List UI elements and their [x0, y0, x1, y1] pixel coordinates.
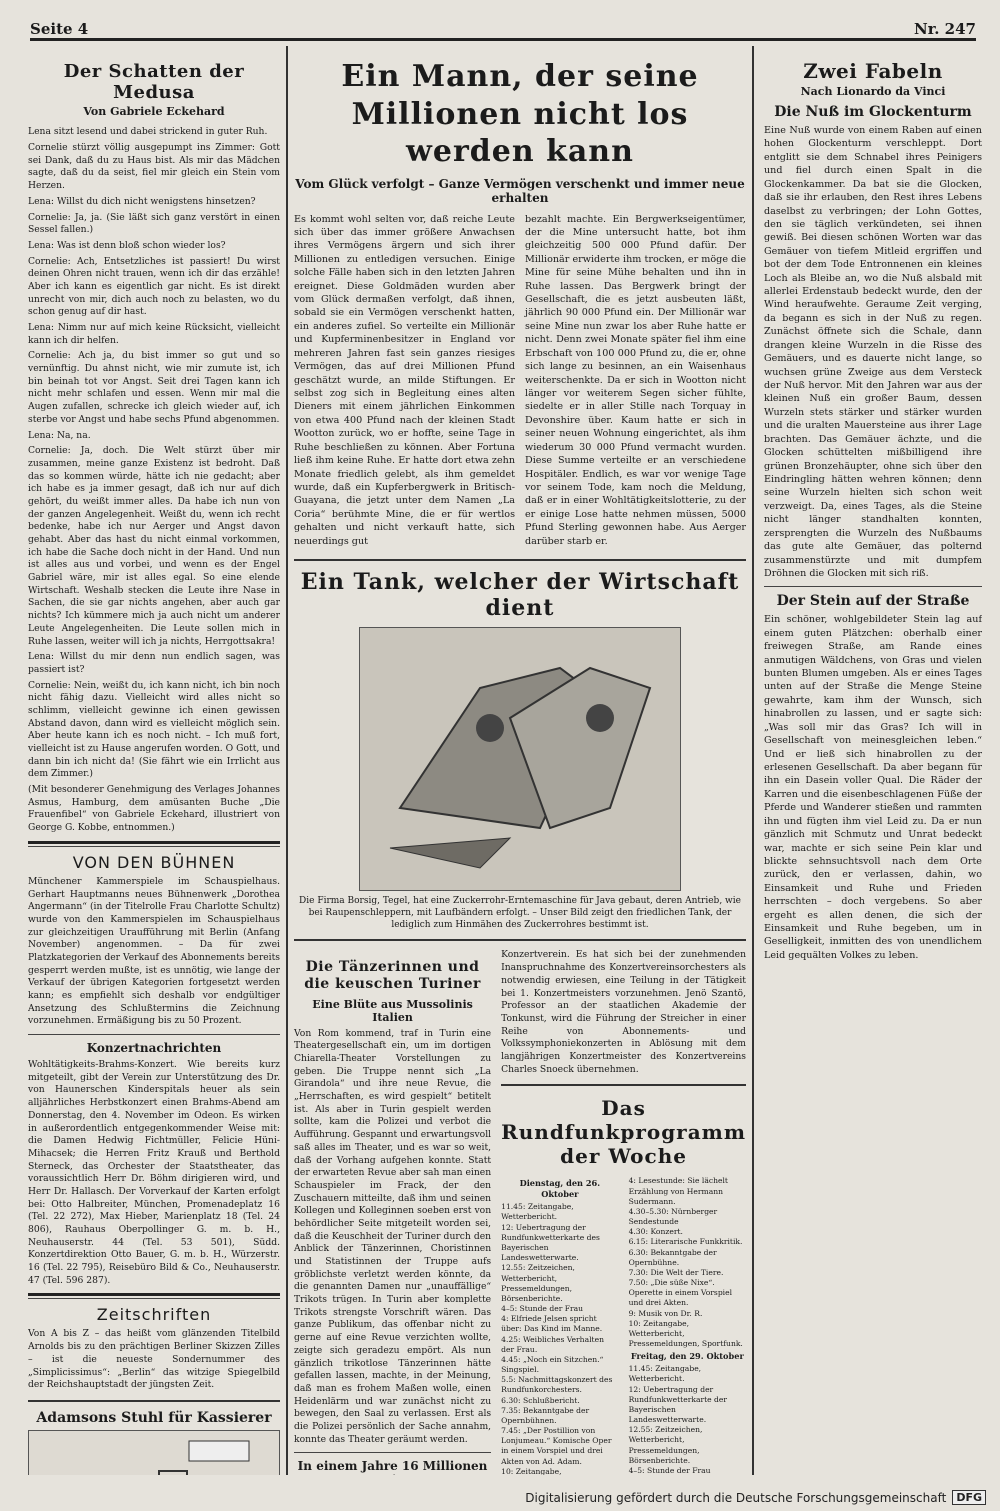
footer-text: Digitalisierung gefördert durch die Deutsche Forschungsgemeinschaft [525, 1490, 947, 1505]
medusa-paragraph: Cornelie stürzt völlig ausgepumpt ins Zimmer: Gott sei Dank, daß du zu Haus bist. Als mir das Mädchen sagte, daß du da seist, fiel mir gleich ein Stein vom Herzen. [28, 142, 280, 192]
program-item: 5.5: Nachmittagskonzert des Rundfunkorchesters. [501, 1375, 613, 1395]
taenzer-subtitle: Eine Blüte aus Mussolinis Italien [312, 997, 473, 1024]
program-item: 6.15: Literarische Funkkritik. [628, 1237, 743, 1247]
program-item: 6.30: Schlußbericht. [501, 1395, 580, 1405]
lower-articles [294, 949, 746, 1475]
tank-photo [359, 627, 681, 891]
tank-drawing [360, 628, 680, 890]
divider [294, 559, 746, 561]
konzert-title: Konzertnachrichten [86, 1041, 222, 1056]
divider [28, 841, 280, 847]
medusa-author: Von Gabriele Eckehard [83, 105, 225, 119]
medusa-paragraph: Lena sitzt lesend und dabei strickend in guter Ruh. [28, 126, 268, 138]
medusa-paragraph: Cornelie: Ach ja, du bist immer so gut und so vernünftig. Du ahnst nicht, wie mir zumute ist, ich bin beinah tot vor Angst. Seit drei Tagen kann ich nicht mehr schlafen und essen. Wenn mir mal die Augen zufallen, schrecke ich gleich wieder auf, ich sterbe vor Angst und habe sechs Pfund abgenommen. [28, 350, 280, 425]
cartoon-image [28, 1430, 280, 1475]
divider [28, 1293, 280, 1299]
medusa-title: Der Schatten der Medusa [63, 61, 245, 103]
program-day: Dienstag, den 26. Oktober [519, 1178, 601, 1200]
medusa-text [28, 126, 280, 834]
program-item: 12.55: Zeitzeichen, Wetterbericht, Pressemeldungen, Börsenberichte. [628, 1425, 703, 1465]
center-column [286, 46, 754, 1475]
taenzer-text: Von Rom kommend, traf in Turin eine Theatergesellschaft ein, um im dortigen Chiarella-Theater Vorstellungen zu geben. Die Truppe nennt sich „La Girandola“ und ihre neue Revue, die „Herrschaften, es wird gespielt“ betitelt ist. Als aber in Turin gespielt werden sollte, kam die Polizei und verbot die Aufführung. Gespannt und erwartungsvoll saß alles im Theater, und es war so weit, daß der Vorhang aufgehen konnte. Statt der erwarteten Revue aber sah man einen Schauspieler im Frack, der den Zuschauern mitteilte, daß ihm und seinen Kollegen und Kolleginnen soeben erst von behördlicher Seite mitgeteilt worden sei, daß die Keuschheit der Turiner durch den Anblick der Tänzerinnen, Choristinnen und Statistinnen der Truppe aufs gröblichste verletzt werden könnte, da die genannten Damen nur „unauffällige“ Trikots trügen. In Turin aber komplette Trikots strengste Vorschrift wären. Das ganze Publikum, das offenbar nicht zu gerne auf eine Revue verzichten wollte, zeigte sich geradezu empört. Als nun gänzlich trikotlose Tänzerinnen hätte gefallen lassen, machte, in der Meinung, daß man es frohem Maßen wolle, einen Heidenlärm und war zunächst nicht zu bewegen, den Saal zu verlassen. Erst als die Polizei persönlich der Sache annahm, konnte das Theater geräumt werden. [294, 1027, 492, 1445]
medusa-paragraph: (Mit besonderer Genehmigung des Verlages Johannes Asmus, Hamburg, dem amüsanten Buche „Die Frauenfibel“ von Gabriele Eckehard, illustriert von George G. Kobbe, entnommen.) [28, 784, 280, 834]
program-item: 11.45: Zeitangabe, Wetterbericht. [628, 1364, 702, 1384]
divider [28, 1400, 280, 1402]
medusa-paragraph: Cornelie: Ach, Entsetzliches ist passiert! Du wirst deinen Ohren nicht trauen, wenn ich dir das erzähle! Aber ich kann es eigentlich gar nicht. Es ist direkt unrecht von mir, dich auch noch zu belasten, wo du schon genug auf dir hast. [28, 255, 280, 318]
program-item: 4–5: Stunde der Frau [501, 1304, 584, 1314]
page-label: Seite 4 [30, 20, 89, 38]
fabel1-title: Die Nuß im Glockenturm [774, 104, 972, 120]
program-item: 4.45: „Noch ein Sitzchen.“ Singspiel. [501, 1354, 604, 1375]
program-item: 6.30: Bekanntgabe der Opernbühne. [628, 1247, 717, 1267]
program-item: 10: Zeitangabe, [501, 1466, 562, 1475]
divider [28, 1034, 280, 1035]
fabeln-title: Zwei Fabeln [803, 59, 943, 83]
buehnen-text: Münchener Kammerspiele im Schauspielhaus. Gerhart Hauptmanns neues Bühnenwerk „Dorothea Angermann“ (in der Titelrolle Frau Charlotte Schultz) wurde von den Kammerspielen im Schauspielhaus zur gleichzeitigen Uraufführung mit Berlin (Anfang November) angenommen. – Da für zwei Platzkategorien der Verkauf des Abonnements bereits gesperrt werden mußte, ist es unnötig, wie lange der Verkauf der übrigen Kategorien fortgesetzt werden kann; es empfiehlt sich deshalb vor endgültiger Ansetzung des Schlußtermins die Zeichnung vorzunehmen. Ermäßigung bis zu 50 Prozent. [28, 875, 280, 1027]
radio-program [501, 1176, 746, 1475]
fabel2-text: Ein schöner, wohlgebildeter Stein lag auf einem guten Plätzchen: oberhalb einer freiwegen Straße, am Rande eines anmutigen Wäldchens, von Gras und vielen bunten Blumen umgeben. Als er eines Tages unten auf der Straße die Menge Steine gewahrte, kam ihm der Wunsch, sich hinabrollen zu lassen, und er sagte sich: „Was soll mir das Gras? Ich will in Gesellschaft von meinesgleichen leben.“ Und er ließ sich hinabrollen zu der erlesenen Gesellschaft. Da aber begann für ihn ein Dasein voller Qual. Die Räder der Karren und die eisenbeschlagenen Füße der Pferde und Wanderer stießen und rammten ihn und fügten ihm viel Leid zu. Da er nun gänzlich mit Schmutz und Unrat bedeckt war, machte er sich seine Pein klar und blickte sehnsuchtsvoll nach dem Orte zurück, den er verlassen, dahin, wo Einsamkeit und Ruhe und Frieden herrschten – doch vergebens. So aber ergeht es allen denen, die sich der Einsamkeit und Ruhe begeben, um in Geselligkeit, inmitten des von unendlichem Leid gequälten Volkes zu leben. [764, 614, 982, 961]
program-left [501, 1176, 618, 1475]
millionen-text-left: Es kommt wohl selten vor, daß reiche Leute sich über das immer größere Anwachsen ihres Vermögens ärgern und sich ihrer Millionen zu entledigen versuchen. Einige solche Fälle haben sich in den letzten Jahren ereignet. Diese Goldmäden wurden aber vom Glück dermaßen verfolgt, daß ihnen, sobald sie ein Vermögen verschenkt hatten, ein anderes zufiel. So verteilte ein Millionär und Kupferminenbesitzer in England vor mehreren Jahren fast sein ganzes riesiges Vermögen, das auf drei Millionen Pfund geschätzt wurde, an milde Stiftungen. Er selbst zog sich in Begleitung eines alten Dieners mit einem jährlichen Einkommen von etwa 400 Pfund nach der kleinen Stadt Wootton zurück, wo er hoffte, seine Tage in Ruhe beschließen zu können. Aber Fortuna ließ ihm keine Ruhe. Er hatte dort etwa zehn Monate friedlich gelebt, als ihm gemeldet wurde, daß ein Kupferbergwerk in Britisch-Guayana, die jetzt unter dem Namen „La Coria“ berühmte Mine, die er für wertlos gehalten und nicht verkauft hatte, sich neuerdings gut [294, 213, 515, 547]
zeitschriften-text: Von A bis Z – das heißt vom glänzenden Titelbild Arnolds bis zu den prächtigen Berliner Skizzen Zilles – ist die neueste Sondernummer des „Simplicissimus“: „Berlin“ das witzige Spiegelbild der Reichshauptstadt der jüngsten Zeit. [28, 1328, 280, 1391]
dfg-logo-icon: DFG [952, 1490, 986, 1505]
left-column [28, 46, 280, 1475]
program-item: 12: Uebertragung der Rundfunkwetterkarte des Bayerischen Landeswetterwarte. [501, 1222, 600, 1263]
cartoon-title: Adamsons Stuhl für Kassierer [36, 1409, 272, 1426]
medusa-paragraph: Cornelie: Ja, doch. Die Welt stürzt über mir zusammen, meine ganze Existenz ist bedroht. Daß das so kommen würde, hätte ich nie gedacht; aber ich habe es ja immer gesagt, daß ich nur auf dich gehört, du weißt immer alles. Da habe ich nun von der ganzen Angelegenheit. Weißt du, wenn ich recht bedenke, habe ich nur Aerger und Angst davon gehabt. Aber das hast du nicht einmal vorkommen, ich habe die Sache doch nicht in der Hand. Und nun ist alles aus und vorbei, und wenn es der Engel Gabriel wäre, mir ist alles egal. So eine elende Wirtschaft. Weshalb stecken die Leute ihre Nase in Sachen, die sie gar nichts angehen, aber auch gar nichts? Ich kümmere mich ja auch nicht um anderer Leute Angelegenheiten. Die Leute sollen mich in Ruhe lassen, weiter will ich ja nichts, Herrgottsakra! [28, 445, 280, 647]
konzertverein-text: Konzertverein. Es hat sich bei der zunehmenden Inanspruchnahme des Konzertvereinsorchesters als notwendig erwiesen, eine Teilung in der Tätigkeit bei 1. Konzertmeisters vorzunehmen. Jenö Szantö, Professor an der staatlichen Akademie der Tonkunst, wird die Führung der Streicher in einer Reihe von Abonnements- und Volkssymphoniekonzerten in Ablösung mit dem langjährigen Konzertmeister des Konzertvereins Charles Snoeck übernehmen. [501, 949, 746, 1075]
program-item: 4.25: Weibliches Verhalten der Frau. [501, 1334, 604, 1354]
medusa-paragraph: Cornelie: Ja, ja. (Sie läßt sich ganz verstört in einen Sessel fallen.) [28, 211, 280, 236]
medusa-paragraph: Cornelie: Nein, weißt du, ich kann nicht, ich bin noch nicht fähig dazu. Vielleicht wird alles nicht so schlimm, vielleicht gewinne ich einen gewissen Abstand davon, dann wird es vielleicht möglich sein. Aber heute kann ich es noch nicht. – Ich muß fort, vielleicht ist zu Hause angerufen worden. O Gott, und dann bin ich nicht da! (Sie fährt wie ein Irrlicht aus dem Zimmer.) [28, 679, 280, 780]
millionen-subtitle: Vom Glück verfolgt – Ganze Vermögen verschenkt und immer neue erhalten [295, 176, 745, 205]
medusa-paragraph: Lena: Willst du mir denn nun endlich sagen, was passiert ist? [28, 651, 280, 675]
taenzer-title: Die Tänzerinnen und die keuschen Turiner [304, 959, 481, 992]
program-item: 7.35: Bekanntgabe der Opernbühnen. [501, 1405, 590, 1425]
program-right [629, 1176, 746, 1475]
footer [525, 1490, 986, 1505]
millionen-title: Ein Mann, der seine Millionen nicht los werden kann [341, 59, 699, 169]
program-item: 7.50: „Die süße Nixe“. Operette in einem Vorspiel und drei Akten. [628, 1278, 733, 1308]
zeitschriften-title: Zeitschriften [96, 1305, 212, 1325]
fabeln-author: Nach Lionardo da Vinci [800, 85, 946, 98]
tank-caption: Die Firma Borsig, Tegel, hat eine Zuckerrohr-Erntemaschine für Java gebaut, deren Antrieb, wie bei Raupenschleppern, mit Laufbändern erfolgt. – Unser Bild zeigt den friedlichen Tank, der lediglich zum Hinmähen des Zuckerrohres bestimmt ist. [299, 896, 741, 931]
fabel2-title: Der Stein auf der Straße [776, 593, 970, 610]
page-header [30, 10, 976, 41]
program-item: 4.30–5.30: Nürnberger Sendestunde [628, 1206, 718, 1227]
medusa-paragraph: Lena: Willst du dich nicht wenigstens hinsetzen? [28, 195, 256, 207]
program-item: 7.45: „Der Postillion von Lonjumeau.“ Komische Oper in einem Vorspiel und drei Akten von Ad. Adam. [501, 1426, 612, 1466]
tank-title: Ein Tank, welcher der Wirtschaft dient [300, 569, 740, 622]
medusa-paragraph: Lena: Was ist denn bloß schon wieder los? [28, 239, 226, 251]
program-item: 4.30: Konzert. [628, 1227, 683, 1237]
medusa-paragraph: Lena: Nimm nur auf mich keine Rücksicht, vielleicht kann ich dir helfen. [28, 322, 280, 346]
program-item: 9: Musik von Dr. R. [628, 1308, 703, 1318]
konzert-text: Wohltätigkeits-Brahms-Konzert. Wie bereits kurz mitgeteilt, gibt der Verein zur Unterstützung des Dr. von Haunerschen Kinderspitals heuer als sein alljährliches Herbstkonzert einen Brahms-Abend am Donnerstag, den 4. November im Odeon. Es wirken in außerordentlich entgegenkommender Weise mit: die Damen Hedwig Fichtmüller, Felicie Hüni-Mihacsek; die Herren Fritz Krauß und Berthold Sterneck, das Orchester der Staatstheater, das voraussichtlich Herr Dr. Böhm dirigieren wird, und Herr Dr. Hallasch. Der Vorverkauf der Karten erfolgt bei: Otto Halbreiter, München, Promenadeplatz 16 (Tel. 22 272), Max Hieber, Marienplatz 18 (Tel. 24 806), Rauhaus Oberpollinger G. m. b. H., Neuhauserstr. 44 (Tel. 53 501), Südd. Konzertdirektion Otto Bauer, G. m. b. H., Würzerstr. 16 (Tel. 22 795), Reisebüro Bild & Co., Neuhauserstr. 47 (Tel. 596 287). [28, 1059, 280, 1286]
divider [501, 1084, 746, 1086]
radio-title: Das Rundfunkprogramm der Woche [501, 1096, 747, 1169]
divider [764, 586, 982, 587]
medusa-paragraph: Lena: Na, na. [28, 429, 91, 441]
issue-number: Nr. 247 [914, 20, 976, 38]
divider [294, 939, 746, 941]
program-item: 10: Zeitangabe, Wetterbericht, Pressemeldungen, Sportfunk. [628, 1318, 743, 1349]
cartoon-drawing [29, 1431, 279, 1475]
fabel1-text: Eine Nuß wurde von einem Raben auf einen hohen Glockenturm verschleppt. Dort entglitt sie dem Schnabel ihres Peinigers und fiel durch einen Spalt in die Glockenkammer. Da bat sie die Glocken, daß sie ihr erlauben, den Rest ihres Lebens daselbst zu verbringen; der Lohn Gottes, den sie täglich verkündeten, sei ihnen gewiß. Bei diesen schönen Worten war das Gemäuer von tiefem Mitleid ergriffen und bot der dem Tode Entronnenen ein kleines Loch als Bleibe an, wo die Nuß alsbald mit allerlei Erdenstaub bedeckt wurde, den der Wind heraufwehte. Geraume Zeit verging, da begann es sich in der Nuß zu regen. Zunächst öffnete sich die Schale, dann drangen kleine Wurzeln in die Risse des Gemäuers, und es dauerte nicht lange, so wuchsen grüne Zweige aus dem Versteck der Nuß hervor. Mit den Jahren war aus der kleinen Nuß ein großer Baum, dessen Wurzeln stets stärker und stärker wurden und die uralten Mauersteine aus ihrer Lage brachten. Das Gemäuer ächzte, und die Glocken schüttelten mißbilligend ihre grünen Bronzehäupter, ohne sich über den Eindringling hätten wehren können; denn seine Wurzeln hielten sich schon weit verzweigt. Da, eines Tages, als die Steine nicht länger standhalten konnten, zersprengten die Wurzeln des Nußbaums das gute alte Gemäuer, das polternd zusammenstürzte und mit dumpfem Dröhnen die Glocken mit sich riß. [764, 125, 982, 579]
millionen-body [294, 213, 746, 552]
program-item: 4–5: Stunde der Frau [628, 1465, 711, 1475]
buehnen-title: VON DEN BÜHNEN [72, 852, 236, 872]
program-day: Freitag, den 29. Oktober [630, 1351, 744, 1362]
program-item: 4: Lesestunde: Sie lächelt Erzählung von Hermann Sudermann. [628, 1176, 728, 1206]
gewitter-title: In einem Jahre 16 Millionen [297, 1459, 488, 1474]
program-item: 12.55: Zeitzeichen, Wetterbericht, Pressemeldungen, Börsenberichte. [501, 1263, 575, 1303]
divider [294, 1452, 491, 1453]
program-item: 7.30: Die Welt der Tiere. [628, 1267, 724, 1277]
millionen-text-right: bezahlt machte. Ein Bergwerkseigentümer, der die Mine untersucht hatte, bot ihm gleichzeitig 500 000 Pfund dafür. Der Millionär erwiderte ihm trocken, er möge die Mine für seine Mühe behalten und ihn in Ruhe lassen. Das Bergwerk bringt der Gesellschaft, die es jetzt ausbeuten läßt, jährlich 90 000 Pfund ein. Der Millionär war seine Mine nun zwar los aber Ruhe hatte er nicht. Denn zwei Monate später fiel ihm eine Erbschaft von 100 000 Pfund zu, die er, ohne sich lange zu besinnen, an ein Waisenhaus weiterschenkte. Da er sich in Wootton nicht länger vor weiterem Segen sicher fühlte, siedelte er in aller Stille nach Torquay in Devonshire über. Kaum hatte er sich in seiner neuen Wohnung eingerichtet, als ihm wiederum 30 000 Pfund vermacht wurden. Diese Summe verteilte er an verschiedene Hospitäler. Endlich, es war vor wenige Tage vor seinem Tode, kam noch die Meldung, daß er in einer Wohltätigkeitslotterie, zu der er einige Lose hatte nehmen müssen, 5000 Pfund Sterling gewonnen habe. Aus Aerger darüber starb er. [525, 213, 746, 547]
program-item: 4: Elfriede Jelsen spricht über: Das Kind im Manne. [501, 1314, 603, 1334]
right-column [758, 46, 982, 1475]
program-item: 11.45: Zeitangabe, Wetterbericht. [501, 1202, 574, 1222]
program-item: 12: Uebertragung der Rundfunkwetterkarte der Bayerischen Landeswetterwarte. [628, 1384, 728, 1425]
